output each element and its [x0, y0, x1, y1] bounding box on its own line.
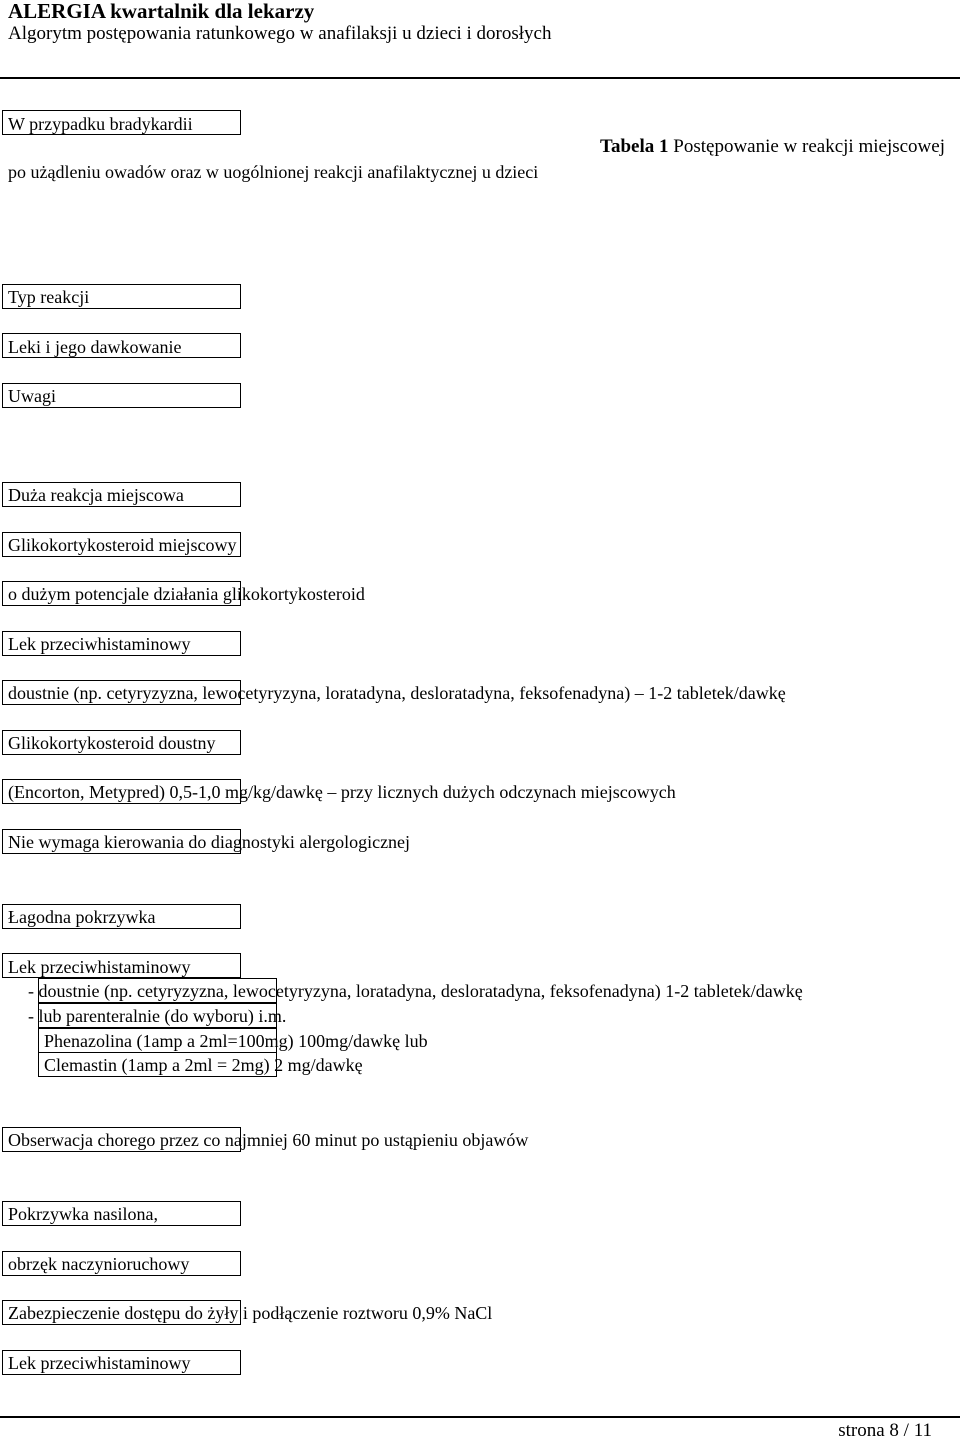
section3-line2: obrzęk naczynioruchowy: [8, 1254, 190, 1274]
section1-line4: doustnie (np. cetyryzyzna, lewocetyryzyna, loratadyna, desloratadyna, feksofenadyna) – 1-2 tabletek/dawkę: [8, 683, 786, 703]
section1-line2: o dużym potencjale działania glikokortykosteroid: [8, 584, 365, 604]
section2-title: Łagodna pokrzywka: [8, 907, 156, 927]
column-leki: Leki i jego dawkowanie: [8, 337, 182, 357]
section2-line6: Obserwacja chorego przez co najmniej 60 minut po ustąpieniu objawów: [8, 1130, 529, 1150]
section3-line3: Zabezpieczenie dostępu do żyły i podłączenie roztworu 0,9% NaCl: [8, 1303, 493, 1323]
section1-line6: (Encorton, Metypred) 0,5-1,0 mg/kg/dawkę – przy licznych dużych odczynach miejscowych: [8, 782, 676, 802]
section2-line1: Lek przeciwhistaminowy: [8, 957, 191, 977]
page-number: strona 8 / 11: [838, 1420, 932, 1441]
table-caption-title: Postępowanie w reakcji miejscowej: [668, 136, 945, 157]
caption-line-2: po użądleniu owadów oraz w uogólnionej reakcji anafilaktycznej u dzieci: [8, 162, 539, 182]
journal-title: ALERGIA kwartalnik dla lekarzy: [8, 0, 315, 23]
table-caption-number: Tabela 1: [600, 136, 669, 157]
section2-line5: Clemastin (1amp a 2ml = 2mg) 2 mg/dawkę: [44, 1055, 363, 1075]
section1-line5: Glikokortykosteroid doustny: [8, 733, 216, 753]
header-divider: [0, 77, 960, 79]
section1-line1: Glikokortykosteroid miejscowy: [8, 535, 237, 555]
section2-line2: - doustnie (np. cetyryzyzna, lewocetyryzyna, loratadyna, desloratadyna, feksofenadyna) 1-2 tabletek/dawkę: [28, 981, 803, 1001]
section3-line1: Pokrzywka nasilona,: [8, 1204, 158, 1224]
section2-line3: - lub parenteralnie (do wyboru) i.m.: [28, 1006, 287, 1026]
table-caption: [600, 136, 945, 158]
column-uwagi: Uwagi: [8, 386, 56, 406]
column-typ-reakcji: Typ reakcji: [8, 287, 90, 307]
section1-line7: Nie wymaga kierowania do diagnostyki alergologicznej: [8, 832, 411, 852]
section1-title: Duża reakcja miejscowa: [8, 485, 184, 505]
document-subtitle: Algorytm postępowania ratunkowego w anafilaksji u dzieci i dorosłych: [8, 23, 552, 44]
section1-line3: Lek przeciwhistaminowy: [8, 634, 191, 654]
section2-line4: Phenazolina (1amp a 2ml=100mg) 100mg/dawkę lub: [44, 1031, 428, 1051]
bradycardia-text: W przypadku bradykardii: [8, 114, 193, 134]
footer-divider: [0, 1416, 960, 1418]
section3-line4: Lek przeciwhistaminowy: [8, 1353, 191, 1373]
